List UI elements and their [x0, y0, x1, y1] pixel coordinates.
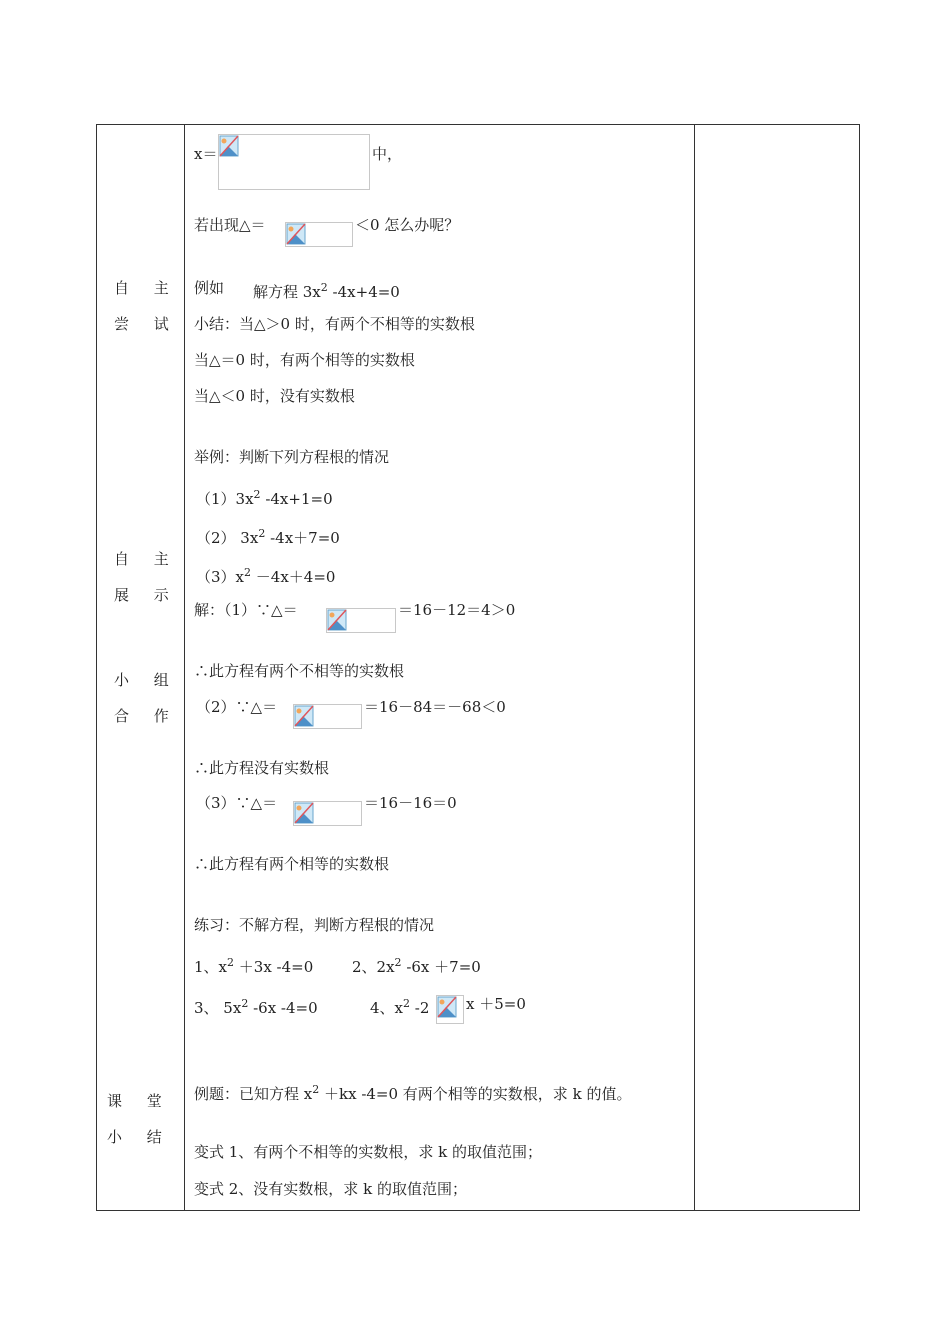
column-divider-left [184, 124, 185, 1211]
text-conclusion-2: ∴此方程没有实数根 [194, 759, 330, 777]
broken-image-icon [294, 705, 314, 727]
text-equation-2: （2） $3x^2$ -4x＋7=0 [196, 527, 340, 547]
text-variant-1: 变式 1、有两个不相等的实数根，求 k 的取值范围； [194, 1143, 542, 1161]
section-label-summary: 课 堂 [107, 1092, 172, 1110]
formula-image-placeholder [218, 134, 370, 190]
text-solution-1: 解：（1）∵△＝ [194, 601, 298, 619]
formula-image-placeholder [326, 608, 396, 633]
text-solution-3-result: ＝16－16＝0 [364, 794, 457, 812]
text-conclusion-3: ∴此方程有两个相等的实数根 [194, 855, 390, 873]
text-summary-2: 当△＝0 时，有两个相等的实数根 [194, 351, 415, 369]
text-less-than-zero: ＜0 怎么办呢？ [355, 216, 460, 234]
text-worked-example: 例题：已知方程 $x^2 +kx$ -4=0 有两个相等的实数根，求 k 的值。 [194, 1083, 632, 1103]
broken-image-icon [327, 609, 347, 631]
formula-image-placeholder [285, 222, 353, 247]
text-solution-3: （3）∵△＝ [196, 794, 278, 812]
text-solution-2-result: ＝16－84＝－68＜0 [364, 698, 506, 716]
text-equation-1: $(1)3x^2$ -4x+1=0 [196, 488, 333, 508]
broken-image-icon [437, 996, 457, 1018]
text-practice-heading: 练习：不解方程，判断方程根的情况 [194, 916, 435, 934]
column-divider-right [694, 124, 695, 1211]
text-practice-1: 1、$x^2 +3x$ -4=0 [194, 956, 314, 976]
text-summary-1: 小结：当△＞0 时，有两个不相等的实数根 [194, 315, 475, 333]
section-label-self-show-2: 展 示 [114, 586, 179, 604]
formula-image-placeholder [436, 995, 464, 1024]
text-variant-2: 变式 2、没有实数根，求 k 的取值范围； [194, 1180, 467, 1198]
text-practice-4: 4、$x^2$ -2 [370, 997, 430, 1017]
text-x-equals: x＝ [194, 145, 218, 163]
text-in: 中， [372, 145, 403, 163]
text-practice-3: 3、 $5x^2$ -6x -4=0 [194, 997, 318, 1017]
text-examples-heading: 举例：判断下列方程根的情况 [194, 448, 390, 466]
broken-image-icon [219, 135, 239, 157]
text-example-equation: 解方程 $3x^2$ -4x+4=0 [253, 281, 400, 301]
text-solution-2: （2）∵△＝ [196, 698, 278, 716]
broken-image-icon [294, 802, 314, 824]
section-label-summary-2: 小 结 [107, 1128, 172, 1146]
text-conclusion-1: ∴此方程有两个不相等的实数根 [194, 662, 405, 680]
text-if-delta: 若出现△＝ [194, 216, 266, 234]
section-label-group-work: 小 组 [114, 671, 179, 689]
text-example-label: 例如 [194, 279, 225, 297]
text-summary-3: 当△＜0 时，没有实数根 [194, 387, 355, 405]
formula-image-placeholder [293, 801, 362, 826]
text-equation-3: $(3)x^2 -4x+4=0$ [196, 566, 336, 586]
section-label-self-try-2: 尝 试 [114, 315, 179, 333]
section-label-self-show: 自 主 [114, 550, 179, 568]
formula-image-placeholder [293, 704, 362, 729]
text-solution-1-result: ＝16－12＝4＞0 [398, 601, 516, 619]
broken-image-icon [286, 223, 306, 245]
text-practice-4-tail: x ＋5=0 [466, 995, 526, 1013]
section-label-group-work-2: 合 作 [114, 707, 179, 725]
text-practice-2: 2、$2x^2$ -6x ＋7=0 [352, 956, 481, 976]
section-label-self-try: 自 主 [114, 279, 179, 297]
